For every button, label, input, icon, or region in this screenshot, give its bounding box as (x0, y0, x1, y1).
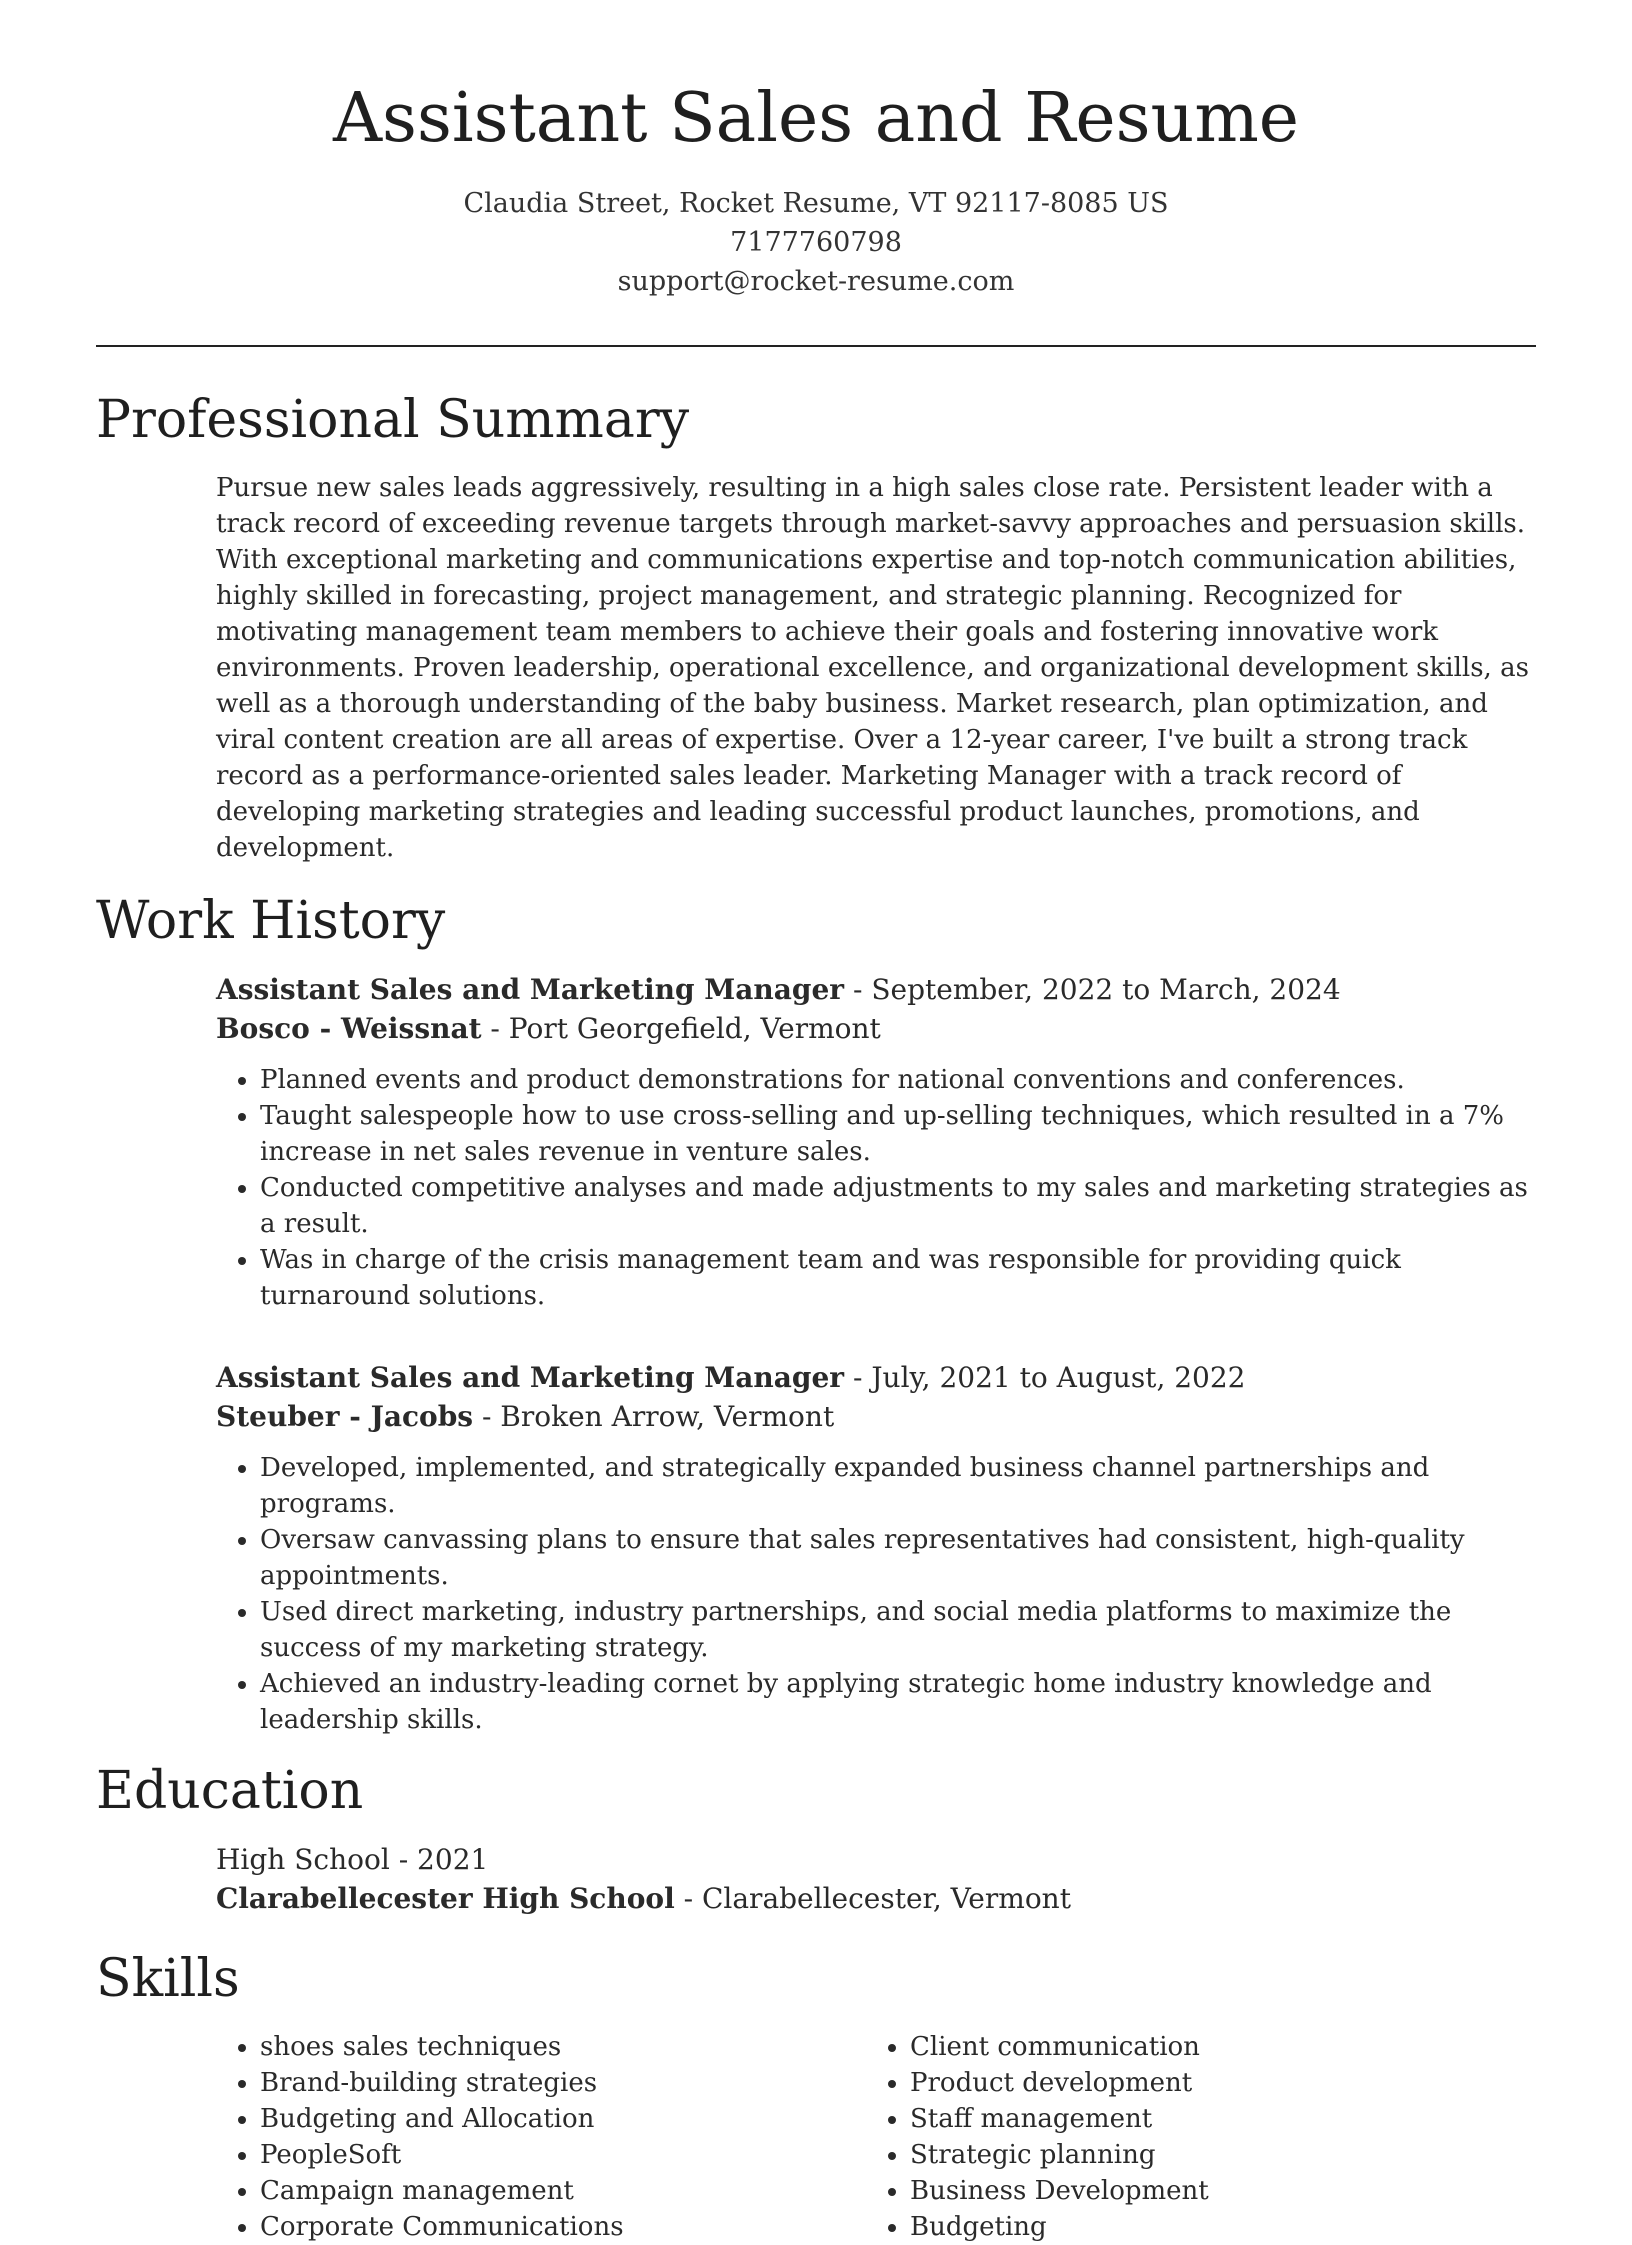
education-body (216, 1840, 1536, 1918)
skill-item: • Brand-building strategies (260, 2065, 866, 2101)
skill-item: • shoes sales techniques (260, 2029, 866, 2065)
contact-email: support@rocket-resume.com (617, 266, 1015, 298)
skill-item: • PeopleSoft (260, 2137, 866, 2173)
header-divider (96, 345, 1536, 347)
job-bullet: • Oversaw canvassing plans to ensure that sales representatives had consistent, high-quality appointments. (260, 1522, 1536, 1594)
work-history-section (96, 890, 1536, 1738)
job-company-line (216, 1397, 1536, 1436)
education-section (96, 1760, 1536, 1918)
skills-list-right (866, 2029, 1516, 2245)
skill-item: • Strategic planning (910, 2137, 1516, 2173)
skill-item: • Budgeting and Allocation (260, 2101, 866, 2137)
job-dates: - September, 2022 to March, 2024 (844, 972, 1341, 1006)
job-location: - Port Georgefield, Vermont (481, 1011, 881, 1045)
job-company: Bosco - Weissnat (216, 1011, 482, 1045)
resume-header (0, 0, 1632, 301)
job-bullet: • Developed, implemented, and strategically expanded business channel partnerships and programs. (260, 1450, 1536, 1522)
skill-item: • Client communication (910, 2029, 1516, 2065)
education-degree: High School - 2021 (216, 1843, 489, 1877)
job-title-line (216, 970, 1536, 1009)
job-bullet: • Conducted competitive analyses and made adjustments to my sales and marketing strategies as a result. (260, 1170, 1536, 1242)
job-role: Assistant Sales and Marketing Manager (216, 972, 845, 1006)
skill-item: • Corporate Communications (260, 2209, 866, 2245)
summary-text: Pursue new sales leads aggressively, resulting in a high sales close rate. Persistent leader with a track record of exceeding revenue targets through market-savvy approaches and persuasion skills. With exceptional marketing and communications expertise and top-notch communication abilities, highly skilled in forecasting, project management, and strategic planning. Recognized for motivating management team members to achieve their goals and fostering innovative work environments. Proven leadership, operational excellence, and organizational development skills, as well as a thorough understanding of the baby business. Market research, plan optimization, and viral content creation are all areas of expertise. Over a 12-year career, I've built a strong track record as a performance-oriented sales leader. Marketing Manager with a track record of developing marketing strategies and leading successful product launches, promotions, and development. (216, 472, 1529, 863)
job-entry (216, 970, 1536, 1314)
skills-list-left (216, 2029, 866, 2245)
skills-title: Skills (96, 1949, 240, 2010)
skill-item: • Business Development (910, 2173, 1516, 2209)
job-bullet: • Taught salespeople how to use cross-selling and up-selling techniques, which resulted in a 7% increase in net sales revenue in venture sales. (260, 1098, 1536, 1170)
job-entry (216, 1358, 1536, 1738)
skills-body (216, 2029, 1536, 2245)
summary-body (216, 470, 1536, 866)
contact-address: Claudia Street, Rocket Resume, VT 92117-8085 US (463, 188, 1169, 220)
summary-title: Professional Summary (96, 390, 690, 451)
skills-columns (216, 2029, 1536, 2245)
education-location: - Clarabellecester, Vermont (674, 1882, 1071, 1916)
skill-item: • Staff management (910, 2101, 1516, 2137)
skills-section (96, 1948, 1536, 2244)
job-bullet: • Used direct marketing, industry partnerships, and social media platforms to maximize the success of my marketing strategy. (260, 1594, 1536, 1666)
summary-section (96, 389, 1536, 865)
education-title: Education (96, 1760, 364, 1821)
contact-phone: 7177760798 (730, 227, 902, 259)
education-school-line (216, 1879, 1536, 1918)
job-company-line (216, 1009, 1536, 1048)
job-bullets (216, 1450, 1536, 1738)
contact-info (0, 184, 1632, 301)
work-history-body (216, 970, 1536, 1738)
skills-column-left (216, 2029, 866, 2245)
job-bullet: • Achieved an industry-leading cornet by applying strategic home industry knowledge and leadership skills. (260, 1666, 1536, 1738)
job-company: Steuber - Jacobs (216, 1399, 474, 1433)
job-dates: - July, 2021 to August, 2022 (844, 1360, 1246, 1394)
skill-item: • Budgeting (910, 2209, 1516, 2245)
job-location: - Broken Arrow, Vermont (473, 1399, 835, 1433)
job-bullets (216, 1062, 1536, 1314)
skills-column-right (866, 2029, 1516, 2245)
job-role: Assistant Sales and Marketing Manager (216, 1360, 845, 1394)
skill-item: • Product development (910, 2065, 1516, 2101)
work-history-title: Work History (96, 890, 446, 951)
resume-name: Assistant Sales and Resume (332, 79, 1300, 158)
education-school: Clarabellecester High School (216, 1882, 675, 1916)
job-bullet: • Was in charge of the crisis management team and was responsible for providing quick turnaround solutions. (260, 1242, 1536, 1314)
job-bullet: • Planned events and product demonstrations for national conventions and conferences. (260, 1062, 1536, 1098)
job-title-line (216, 1358, 1536, 1397)
skill-item: • Campaign management (260, 2173, 866, 2209)
